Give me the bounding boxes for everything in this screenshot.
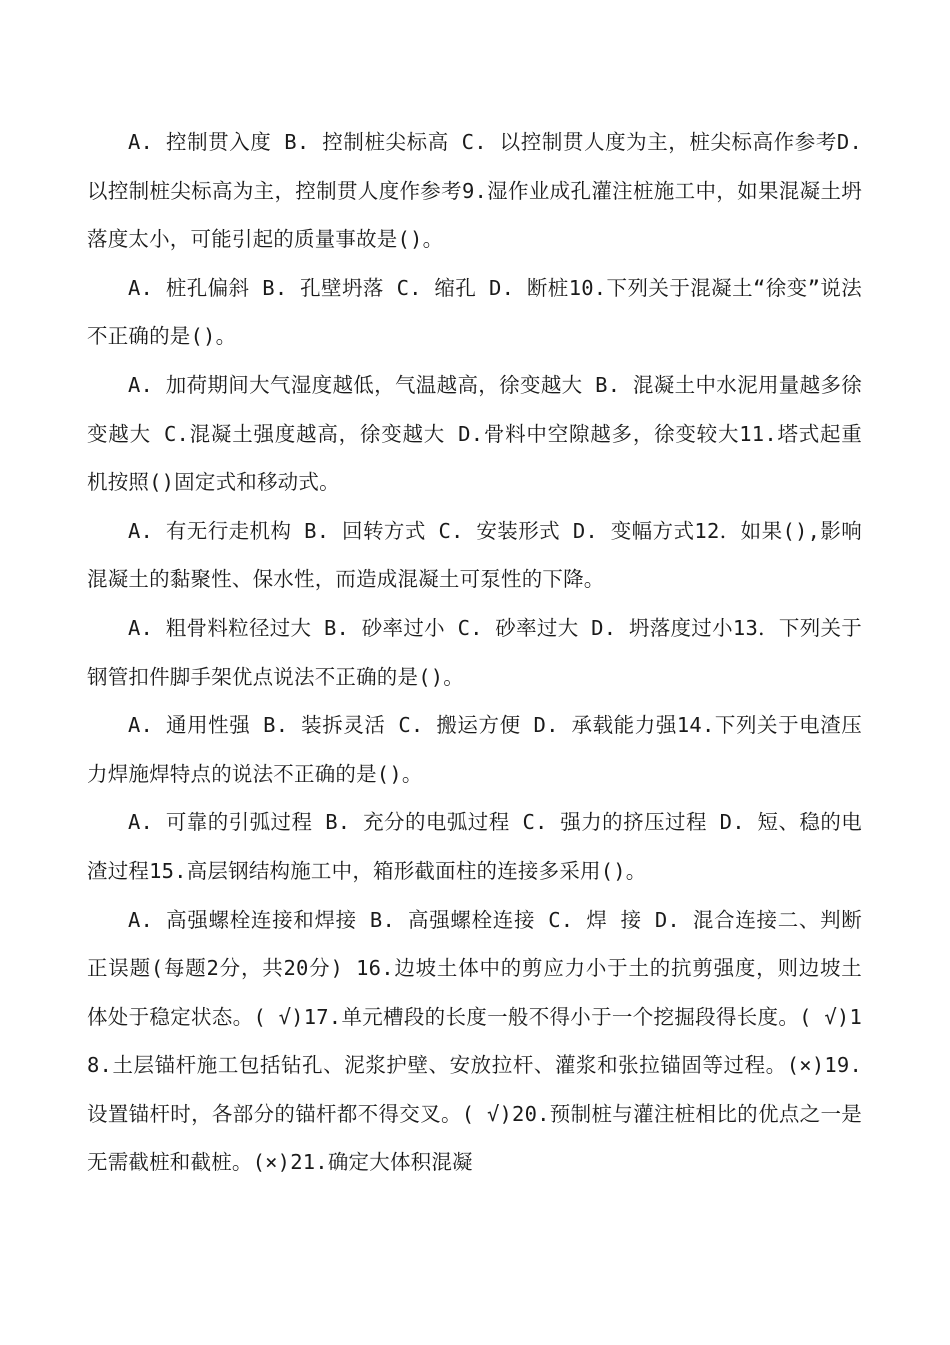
- paragraph-question-13-14: A. 通用性强 B. 装拆灵活 C. 搬运方便 D. 承载能力强14.下列关于电渣压力焊施焊特点的说法不正确的是()。: [87, 713, 862, 786]
- paragraph-question-15-judgement: A. 高强螺栓连接和焊接 B. 高强螺栓连接 C. 焊 接 D. 混合连接二、判断正误题(每题2分，共20分) 16.边坡土体中的剪应力小于土的抗剪强度，则边坡土体处于稳定状态。( √)17.单元槽段的长度一般不得小于一个挖掘段得长度。( √)18.土层锚杆施工包括钻孔、泥浆护壁、安放拉杆、灌浆和张拉锚固等过程。(×)19.设置锚杆时，各部分的锚杆都不得交叉。( √)20.预制桩与灌注桩相比的优点之一是无需截桩和截桩。(×)21.确定大体积混凝: [87, 907, 862, 1175]
- paragraph-question-10-11: A. 加荷期间大气湿度越低，气温越高，徐变越大 B. 混凝土中水泥用量越多徐变越大 C.混凝土强度越高，徐变越大 D.骨料中空隙越多，徐变较大11.塔式起重机按照()固定式和移动式。: [87, 372, 862, 495]
- paragraph-question-9-10: A. 桩孔偏斜 B. 孔壁坍落 C. 缩孔 D. 断桩10.下列关于混凝土“徐变”说法不正确的是()。: [87, 275, 862, 349]
- paragraph-question-12-13: A. 粗骨料粒径过大 B. 砂率过小 C. 砂率过大 D. 坍落度过小13．下列关于钢管扣件脚手架优点说法不正确的是()。: [87, 615, 862, 689]
- document-body: [87, 118, 862, 1187]
- paragraph-question-11-12: A. 有无行走机构 B. 回转方式 C. 安装形式 D. 变幅方式12．如果(),影响混凝土的黏聚性、保水性，而造成混凝土可泵性的下降。: [87, 518, 862, 592]
- paragraph-question-8-9: A. 控制贯入度 B. 控制桩尖标高 C. 以控制贯人度为主，桩尖标高作参考D. 以控制桩尖标高为主，控制贯人度作参考9.湿作业成孔灌注桩施工中，如果混凝土坍落度太小，可能引起的质量事故是()。: [87, 130, 862, 252]
- paragraph-question-14-15: A. 可靠的引弧过程 B. 充分的电弧过程 C. 强力的挤压过程 D. 短、稳的电渣过程15.高层钢结构施工中，箱形截面柱的连接多采用()。: [87, 810, 862, 883]
